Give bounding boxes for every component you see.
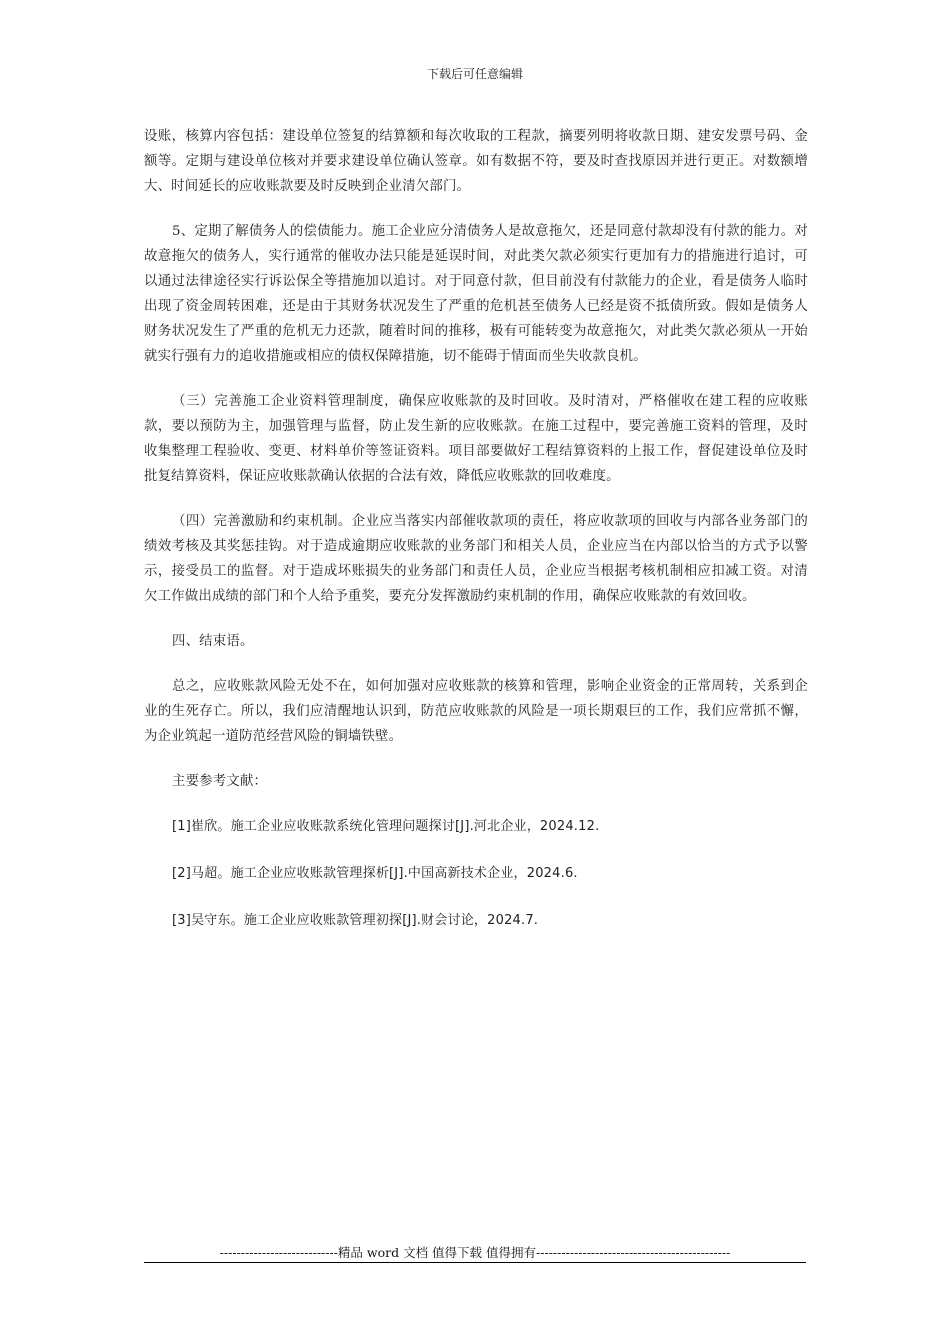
footer-divider	[144, 1262, 806, 1263]
section-heading-conclusion: 四、结束语。	[172, 634, 254, 649]
reference-item: [2]马超。施工企业应收账款管理探析[J].中国高新技术企业，2024.6.	[172, 866, 578, 881]
page-header: 下载后可任意编辑	[426, 67, 523, 81]
paragraph-document-management: （三）完善施工企业资料管理制度，确保应收账款的及时回收。及时清对，严格催收在建工程的应收账款，要以预防为主，加强管理与监督，防止发生新的应收账款。在施工过程中，要完善施工资料的管理，及时收集整理工程验收、变更、材料单价等签证资料。项目部要做好工程结算资料的上报工作，督促建设单位及时批复结算资料，保证应收账款确认依据的合法有效，降低应收账款的回收难度。	[144, 394, 808, 484]
document-body	[144, 124, 808, 955]
references-heading: 主要参考文献：	[172, 774, 268, 789]
page-footer: ----------------------------精品 word 文档 值得下载 值得拥有----------------------------------------------	[219, 1245, 731, 1260]
reference-item: [1]崔欣。施工企业应收账款系统化管理问题探讨[J].河北企业，2024.12.	[172, 819, 600, 834]
reference-item: [3]吴守东。施工企业应收账款管理初探[J].财会讨论，2024.7.	[172, 913, 539, 928]
paragraph-incentive-mechanism: （四）完善激励和约束机制。企业应当落实内部催收款项的责任，将应收款项的回收与内部各业务部门的绩效考核及其奖惩挂钩。对于造成逾期应收账款的业务部门和相关人员，企业应当在内部以恰当的方式予以警示，接受员工的监督。对于造成坏账损失的业务部门和责任人员，企业应当根据考核机制相应扣减工资。对清欠工作做出成绩的部门和个人给予重奖，要充分发挥激励约束机制的作用，确保应收账款的有效回收。	[144, 514, 808, 604]
paragraph-debtor-ability: 5、定期了解债务人的偿债能力。施工企业应分清债务人是故意拖欠，还是同意付款却没有付款的能力。对故意拖欠的债务人，实行通常的催收办法只能是延误时间，对此类欠款必须实行更加有力的措施进行追讨，可以通过法律途径实行诉讼保全等措施加以追讨。对于同意付款，但目前没有付款能力的企业，看是债务人临时出现了资金周转困难，还是由于其财务状况发生了严重的危机甚至债务人已经是资不抵债所致。假如是债务人财务状况发生了严重的危机无力还款，随着时间的推移，极有可能转变为故意拖欠，对此类欠款必须从一开始就实行强有力的追收措施或相应的债权保障措施，切不能碍于情面而坐失收款良机。	[144, 224, 808, 364]
paragraph-continuation: 设账，核算内容包括：建设单位签复的结算额和每次收取的工程款，摘要列明将收款日期、建安发票号码、金额等。定期与建设单位核对并要求建设单位确认签章。如有数据不符，要及时查找原因并进行更正。对数额增大、时间延长的应收账款要及时反映到企业清欠部门。	[144, 129, 808, 194]
paragraph-conclusion: 总之，应收账款风险无处不在，如何加强对应收账款的核算和管理，影响企业资金的正常周转，关系到企业的生死存亡。所以，我们应清醒地认识到，防范应收账款的风险是一项长期艰巨的工作，我们应常抓不懈，为企业筑起一道防范经营风险的铜墙铁壁。	[144, 679, 808, 744]
